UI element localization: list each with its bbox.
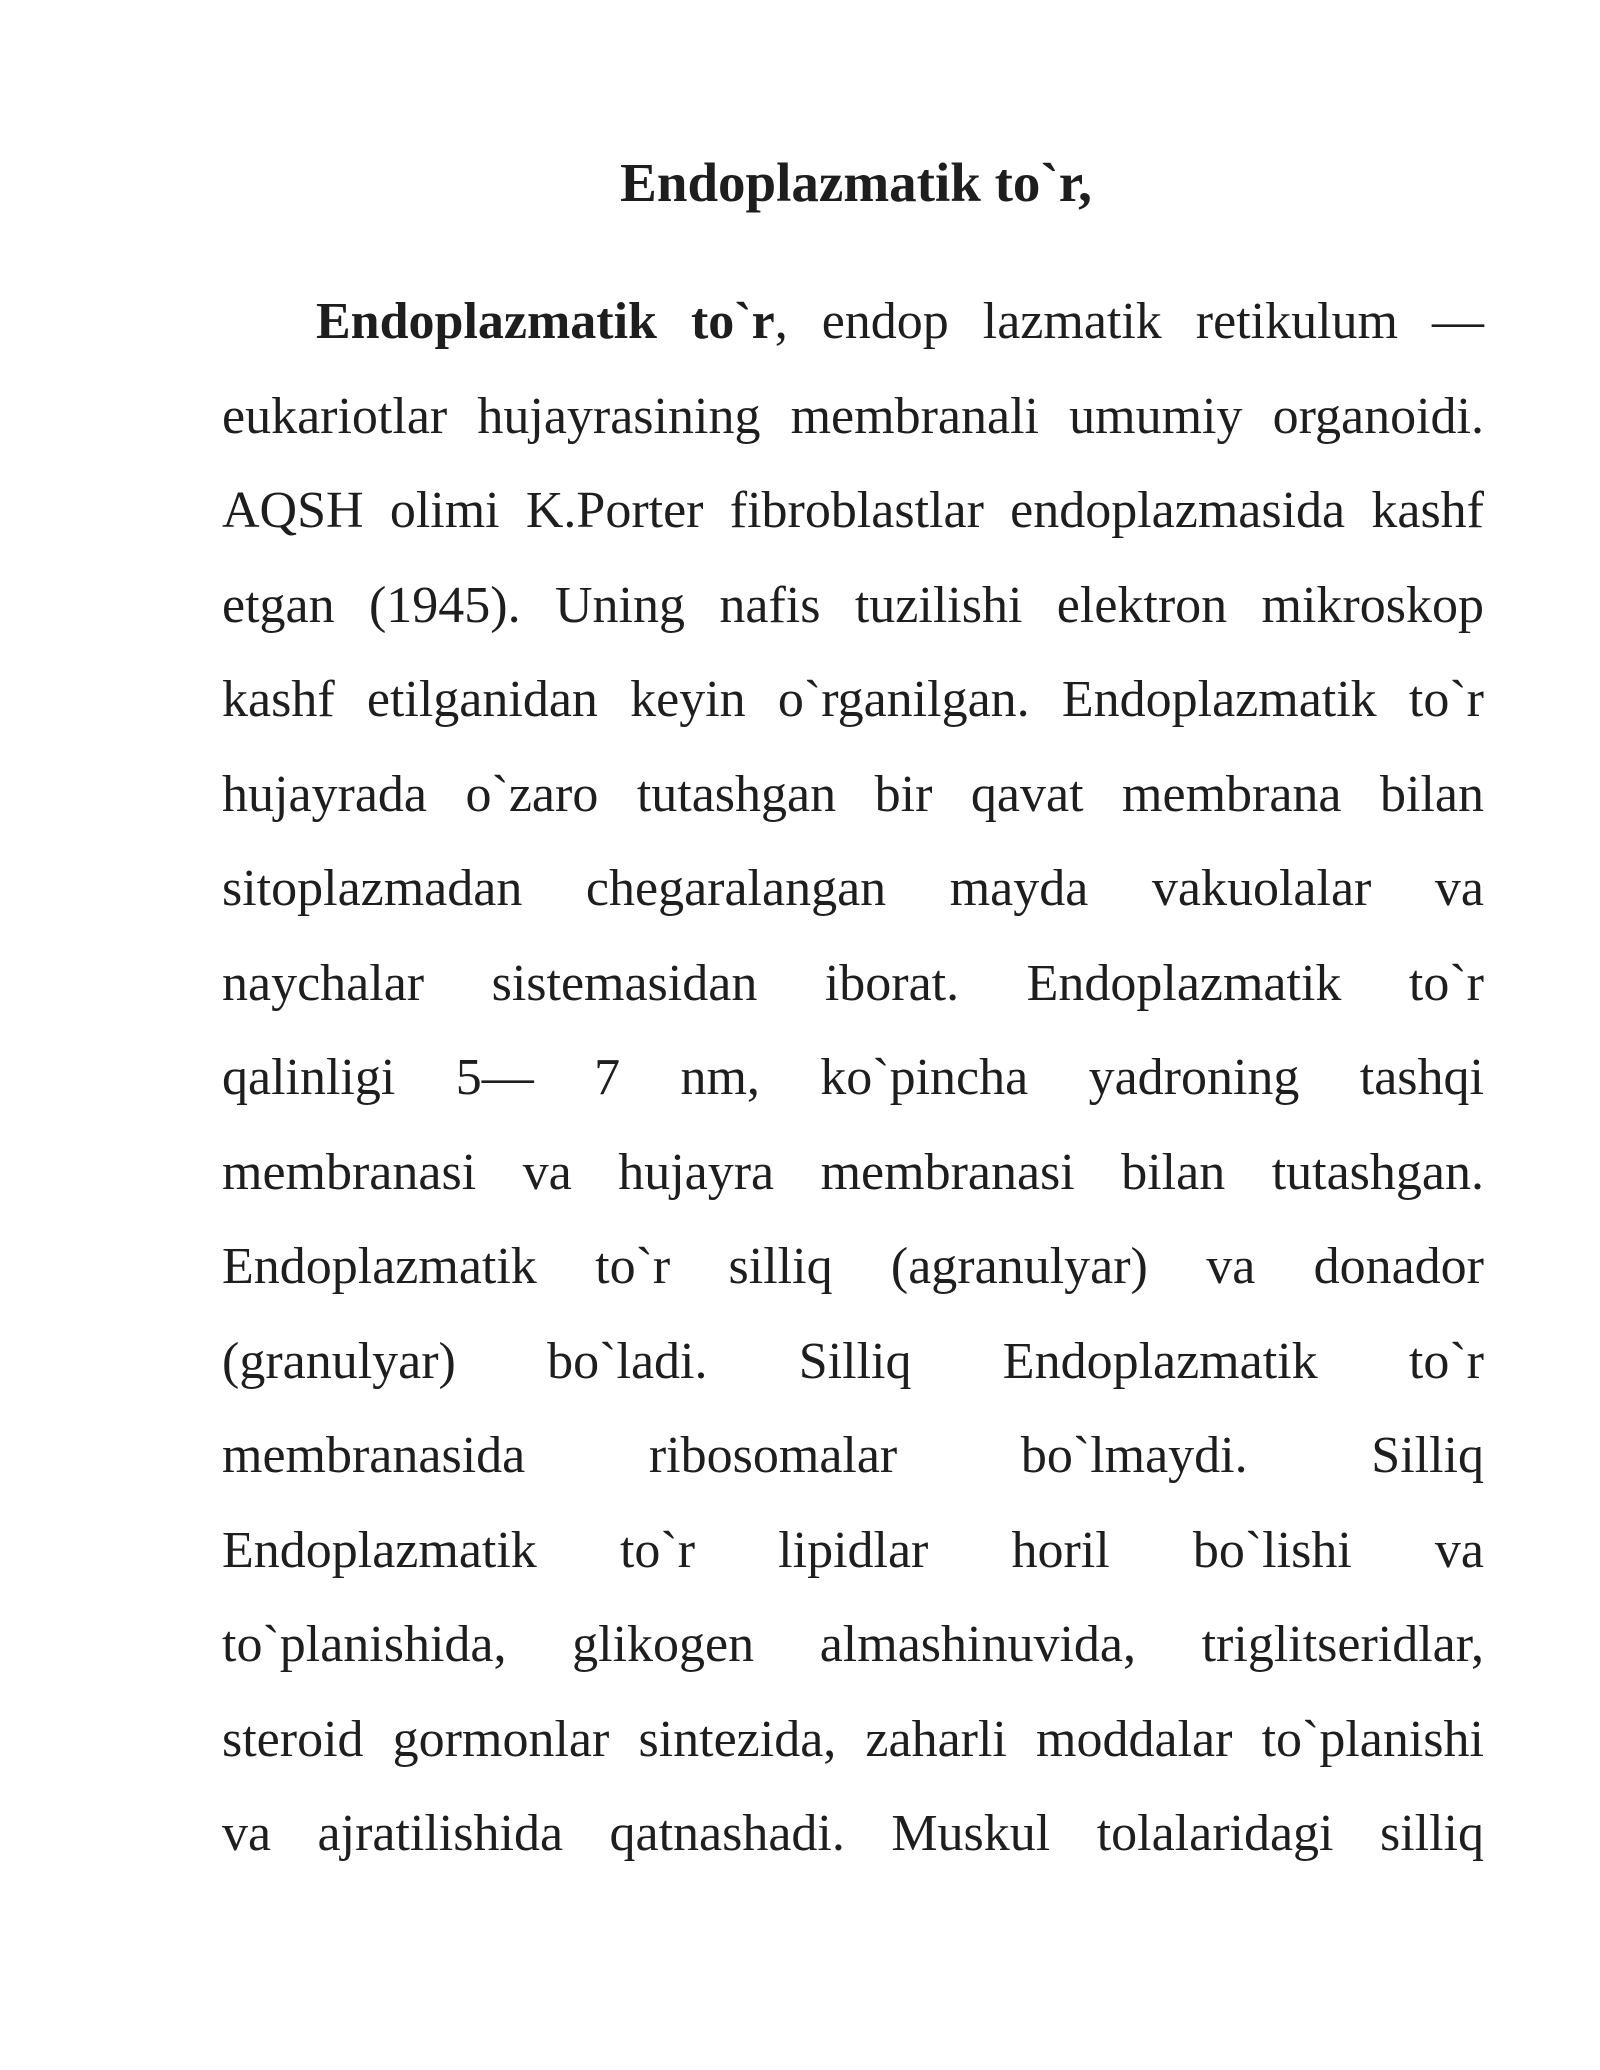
paragraph-line-17: va ajratilishida qatnashadi. Muskul tolalaridagi silliq [222,1805,1484,1862]
title-bold-text: Endoplazmatik to`r [620,152,1079,213]
paragraph-line-10: membranasi va hujayra membranasi bilan tutashgan. [222,1143,1484,1201]
paragraph-line-9: qalinligi 5— 7 nm, ko`pincha yadroning tashqi [222,1049,1484,1106]
paragraph-line-15: to`planishida, glikogen almashinuvida, triglitseridlar, [222,1616,1484,1673]
paragraph-line-1 [222,275,1484,370]
paragraph-line-1-text: , endop lazmatik retikulum — [774,293,1484,350]
paragraph-line-14: Endoplazmatik to`r lipidlar horil bo`lishi va [222,1521,1484,1579]
title-comma: , [1078,152,1092,213]
paragraph-line-11: Endoplazmatik to`r silliq (agranulyar) va donador [222,1238,1484,1295]
paragraph-lead-bold: Endoplazmatik to`r [316,293,775,350]
paragraph-line-6: hujayrada o`zaro tutashgan bir qavat membrana bilan [222,765,1484,823]
paragraph-line-2: eukariotlar hujayrasining membranali umumiy organoidi. [222,387,1484,445]
paragraph-line-16: steroid gormonlar sintezida, zaharli moddalar to`planishi [222,1710,1484,1768]
paragraph-line-3: AQSH olimi K.Porter fibroblastlar endoplazmasida kashf [222,482,1484,539]
paragraph-line-5: kashf etilganidan keyin o`rganilgan. Endoplazmatik to`r [222,671,1484,728]
paragraph-line-7: sitoplazmadan chegaralangan mayda vakuolalar va [222,860,1484,917]
paragraph-line-8: naychalar sistemasidan iborat. Endoplazmatik to`r [222,954,1484,1012]
document-title [0,150,1600,216]
paragraph-line-13: membranasida ribosomalar bo`lmaydi. Silliq [222,1427,1484,1484]
paragraph [222,275,1484,1882]
paragraph-line-12: (granulyar) bo`ladi. Silliq Endoplazmatik to`r [222,1332,1484,1390]
paragraph-line-4: etgan (1945). Uning nafis tuzilishi elektron mikroskop [222,576,1484,634]
